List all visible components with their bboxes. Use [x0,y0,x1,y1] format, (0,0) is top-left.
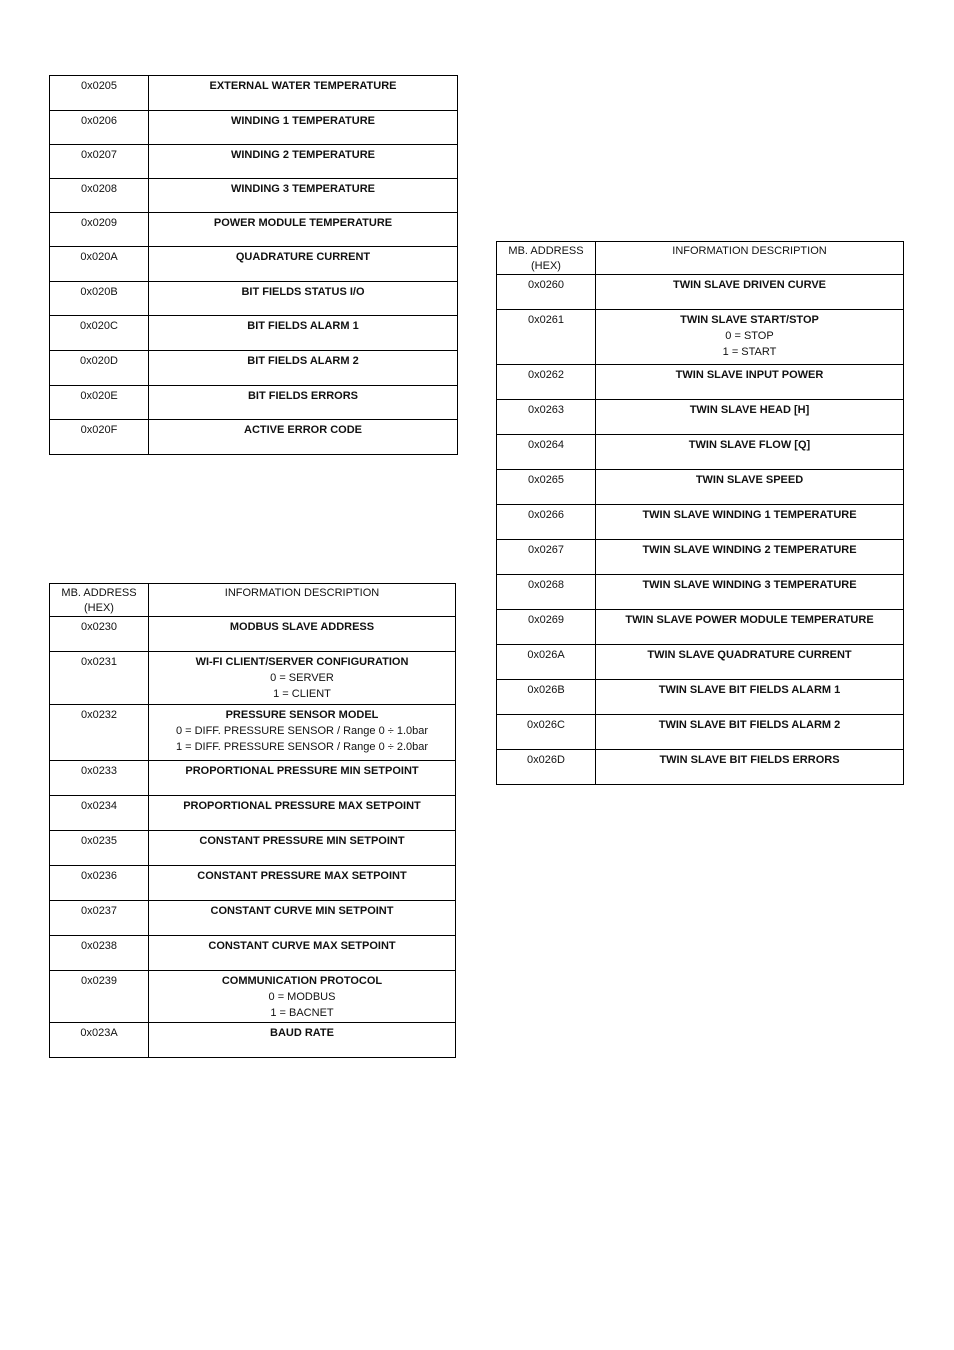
register-table-status [49,75,458,455]
register-address-cell: 0x0209 [50,213,149,247]
register-name: BIT FIELDS ALARM 1 [247,320,359,332]
register-table-body [50,76,458,455]
register-description-cell [149,936,456,971]
register-description-cell [149,213,458,247]
table-row [497,575,904,610]
register-description-cell [596,750,904,785]
register-name: ACTIVE ERROR CODE [244,424,362,436]
register-value-option: 1 = CLIENT [273,688,331,700]
register-description-cell [149,796,456,831]
register-name: TWIN SLAVE BIT FIELDS ERRORS [659,754,840,766]
table-row [50,617,456,652]
register-name: TWIN SLAVE WINDING 1 TEMPERATURE [642,509,857,521]
register-address-cell: 0x0265 [497,470,596,505]
table-row [497,750,904,785]
register-address-cell: 0x026C [497,715,596,750]
register-name: PROPORTIONAL PRESSURE MAX SETPOINT [183,800,421,812]
register-value-option: 0 = SERVER [270,672,334,684]
header-description-cell: INFORMATION DESCRIPTION [596,242,904,275]
register-address-cell: 0x0262 [497,365,596,400]
register-name: POWER MODULE TEMPERATURE [213,217,393,229]
register-name: TWIN SLAVE BIT FIELDS ALARM 2 [658,719,841,731]
table-row [50,111,458,145]
register-address-cell: 0x020C [50,316,149,351]
table-row [497,470,904,505]
table-row [497,610,904,645]
register-name: CONSTANT PRESSURE MIN SETPOINT [199,835,405,847]
register-name: QUADRATURE CURRENT [235,251,371,263]
register-description-cell [149,316,458,351]
table-row [50,705,456,761]
register-table-body [50,584,456,1058]
register-description-cell [149,386,458,420]
register-address-cell: 0x0266 [497,505,596,540]
register-name: TWIN SLAVE POWER MODULE TEMPERATURE [625,614,874,626]
register-name: MODBUS SLAVE ADDRESS [229,621,375,633]
register-address-cell: 0x026D [497,750,596,785]
register-name: TWIN SLAVE INPUT POWER [675,369,824,381]
register-name: BIT FIELDS ALARM 2 [247,355,359,367]
table-row [50,282,458,316]
register-value-option: 1 = START [722,346,777,358]
register-description-cell [596,310,904,365]
register-name: WINDING 3 TEMPERATURE [230,183,376,195]
register-address-cell: 0x0263 [497,400,596,435]
register-description-cell [149,652,456,705]
register-name: BIT FIELDS STATUS I/O [241,286,365,298]
register-name: TWIN SLAVE SPEED [695,474,804,486]
table-row [50,831,456,866]
register-description-cell [596,645,904,680]
register-address-cell: 0x0237 [50,901,149,936]
register-value-option: 1 = BACNET [270,1007,334,1019]
register-address-cell: 0x0268 [497,575,596,610]
register-address-cell: 0x0239 [50,971,149,1023]
register-name: TWIN SLAVE START/STOP [680,314,819,326]
register-description-cell [149,705,456,761]
register-description-cell [149,831,456,866]
register-description-cell [149,866,456,901]
register-address-cell: 0x0205 [50,76,149,111]
register-name: TWIN SLAVE BIT FIELDS ALARM 1 [658,684,841,696]
table-row [50,761,456,796]
register-address-cell: 0x0238 [50,936,149,971]
register-address-cell: 0x0235 [50,831,149,866]
header-address-cell: MB. ADDRESS (HEX) [497,242,596,275]
register-name: TWIN SLAVE HEAD [H] [689,404,810,416]
register-value-option: 0 = MODBUS [268,991,336,1003]
register-name: PRESSURE SENSOR MODEL [225,709,379,721]
register-address-cell: 0x026A [497,645,596,680]
register-description-cell [596,610,904,645]
register-address-cell: 0x023A [50,1023,149,1058]
table-row [50,901,456,936]
register-description-cell [149,971,456,1023]
register-description-cell [149,111,458,145]
register-address-cell: 0x0269 [497,610,596,645]
register-description-cell [149,901,456,936]
register-address-cell: 0x020E [50,386,149,420]
register-name: TWIN SLAVE WINDING 2 TEMPERATURE [642,544,857,556]
table-row [50,796,456,831]
register-address-cell: 0x0234 [50,796,149,831]
table-row [50,1023,456,1058]
register-address-cell: 0x020B [50,282,149,316]
register-name: TWIN SLAVE WINDING 3 TEMPERATURE [642,579,857,591]
register-address-cell: 0x0236 [50,866,149,901]
table-row [497,310,904,365]
register-name: TWIN SLAVE FLOW [Q] [688,439,811,451]
register-description-cell [149,1023,456,1058]
register-description-cell [596,365,904,400]
register-address-cell: 0x0208 [50,179,149,213]
table-row [50,145,458,179]
table-row [50,936,456,971]
table-row [497,505,904,540]
table-row [50,316,458,351]
register-value-option: 1 = DIFF. PRESSURE SENSOR / Range 0 ÷ 2.0bar [175,741,429,753]
register-address-cell: 0x0207 [50,145,149,179]
register-name: BAUD RATE [270,1027,334,1039]
register-name: TWIN SLAVE QUADRATURE CURRENT [647,649,852,661]
register-description-cell [596,540,904,575]
register-table-twin-slave [496,241,904,785]
register-description-cell [596,470,904,505]
table-row [497,645,904,680]
header-description-cell: INFORMATION DESCRIPTION [149,584,456,617]
table-row [50,386,458,420]
table-row [497,435,904,470]
register-name: CONSTANT CURVE MAX SETPOINT [208,940,396,952]
register-description-cell [149,76,458,111]
register-description-cell [596,680,904,715]
register-address-cell: 0x0267 [497,540,596,575]
table-row [50,247,458,282]
register-table-body [497,242,904,785]
register-description-cell [596,435,904,470]
register-name: CONSTANT CURVE MIN SETPOINT [210,905,394,917]
register-description-cell [596,400,904,435]
register-name: TWIN SLAVE DRIVEN CURVE [673,279,826,291]
register-description-cell [596,505,904,540]
register-description-cell [149,247,458,282]
register-description-cell [149,420,458,455]
register-name: EXTERNAL WATER TEMPERATURE [209,80,397,92]
table-row [50,420,458,455]
register-address-cell: 0x026B [497,680,596,715]
register-value-option: 0 = STOP [725,330,774,342]
register-address-cell: 0x0206 [50,111,149,145]
table-header-row [50,584,456,617]
register-address-cell: 0x0230 [50,617,149,652]
table-header-row [497,242,904,275]
register-address-cell: 0x0264 [497,435,596,470]
register-address-cell: 0x020A [50,247,149,282]
register-name: CONSTANT PRESSURE MAX SETPOINT [197,870,407,882]
table-row [497,680,904,715]
table-row [50,76,458,111]
table-row [50,652,456,705]
register-address-cell: 0x0233 [50,761,149,796]
register-name: WINDING 1 TEMPERATURE [230,115,376,127]
register-address-cell: 0x020D [50,351,149,386]
table-row [50,351,458,386]
table-row [50,866,456,901]
header-address-cell: MB. ADDRESS (HEX) [50,584,149,617]
register-name: WINDING 2 TEMPERATURE [230,149,376,161]
register-description-cell [596,575,904,610]
table-row [50,971,456,1023]
register-description-cell [149,761,456,796]
register-name: WI-FI CLIENT/SERVER CONFIGURATION [195,656,409,668]
table-row [50,213,458,247]
register-address-cell: 0x020F [50,420,149,455]
register-description-cell [596,715,904,750]
table-row [497,400,904,435]
register-address-cell: 0x0261 [497,310,596,365]
table-row [497,540,904,575]
register-description-cell [149,179,458,213]
register-name: BIT FIELDS ERRORS [247,390,358,402]
register-description-cell [149,145,458,179]
table-row [497,715,904,750]
register-description-cell [149,351,458,386]
register-address-cell: 0x0232 [50,705,149,761]
register-table-configuration [49,583,456,1058]
register-address-cell: 0x0231 [50,652,149,705]
table-row [497,365,904,400]
register-description-cell [596,275,904,310]
table-row [50,179,458,213]
register-description-cell [149,282,458,316]
register-name: COMMUNICATION PROTOCOL [221,975,383,987]
register-address-cell: 0x0260 [497,275,596,310]
register-description-cell [149,617,456,652]
register-name: PROPORTIONAL PRESSURE MIN SETPOINT [185,765,419,777]
table-row [497,275,904,310]
register-value-option: 0 = DIFF. PRESSURE SENSOR / Range 0 ÷ 1.0bar [175,725,429,737]
